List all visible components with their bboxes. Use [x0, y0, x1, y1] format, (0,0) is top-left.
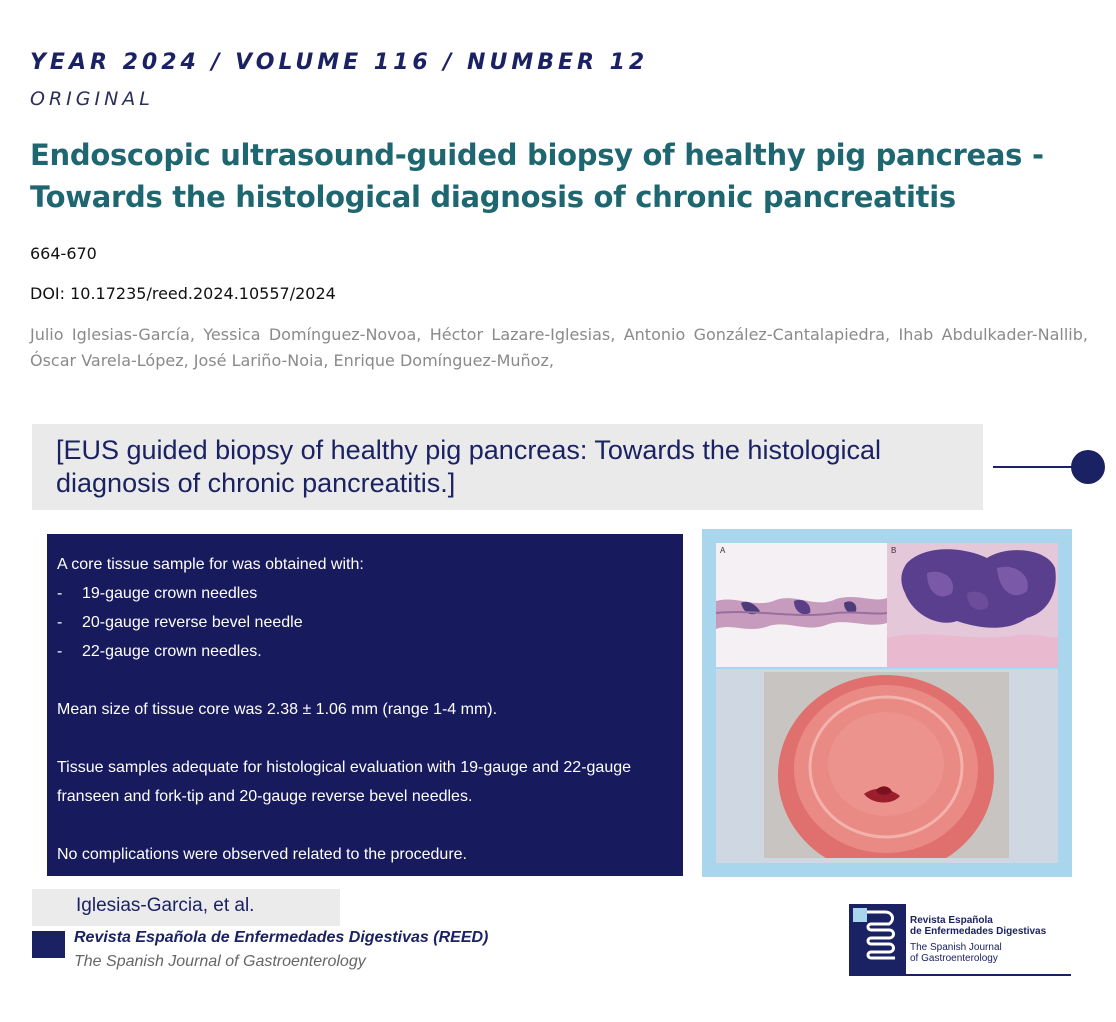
title-connector-line: [993, 466, 1078, 468]
graphical-abstract-title: [EUS guided biopsy of healthy pig pancreas: Towards the histological diagnosis of chronic pancreatitis.]: [56, 435, 882, 498]
pancreatic-lobule-graphic: [887, 543, 1058, 667]
logo-name-line2: de Enfermedades Digestivas: [910, 926, 1047, 937]
adequacy-text: Tissue samples adequate for histological evaluation with 19-gauge and 22-gauge franseen and fork-tip and 20-gauge reverse bevel needles.: [57, 759, 632, 805]
needle-dash: -: [57, 643, 63, 660]
doi-link[interactable]: DOI: 10.17235/reed.2024.10557/2024: [30, 284, 336, 303]
article-title: Endoscopic ultrasound-guided biopsy of healthy pig pancreas - Towards the histological diagnosis of chronic pancreatitis: [30, 138, 1044, 214]
mean-size-text: Mean size of tissue core was 2.38 ± 1.06 mm (range 1-4 mm).: [57, 701, 498, 718]
specimen-photo-area: [716, 669, 1058, 863]
histology-image: [716, 543, 1058, 667]
title-connector-dot: [1071, 450, 1105, 484]
journal-subtitle: The Spanish Journal of Gastroenterology: [74, 953, 366, 970]
journal-logo: [849, 904, 1071, 976]
logo-name-line1: Revista Española: [910, 915, 993, 926]
panel-label-b: B: [891, 546, 897, 555]
needle-dash: -: [57, 585, 63, 602]
issue-line: YEAR 2024 / VOLUME 116 / NUMBER 12: [30, 50, 649, 75]
panel-label-a: A: [720, 546, 726, 555]
logo-mark-icon: [849, 904, 906, 976]
author-credit: Iglesias-Garcia, et al.: [76, 895, 255, 916]
histology-panel-b: [887, 543, 1058, 667]
logo-rule: [849, 974, 1071, 976]
needle-dash: -: [57, 614, 63, 631]
summary-intro: A core tissue sample for was obtained with:: [57, 556, 364, 573]
journal-square-mark: [32, 931, 65, 958]
graphical-abstract-title-box: [32, 424, 983, 510]
summary-text: [57, 550, 667, 869]
petri-dish-graphic: [764, 672, 1009, 858]
journal-name: Revista Española de Enfermedades Digestivas (REED): [74, 929, 489, 946]
histology-panel-a: [716, 543, 887, 667]
summary-panel: [47, 534, 683, 876]
author-list: Julio Iglesias-García, Yessica Domínguez-Novoa, Héctor Lazare-Iglesias, Antonio González-Cantalapiedra, Ihab Abdulkader-Nallib, Óscar Varela-López, José Lariño-Noia, Enrique Domínguez-Muñoz,: [30, 325, 1088, 370]
section-label: ORIGINAL: [30, 88, 154, 110]
needle-item: [57, 579, 667, 608]
needle-text: 20-gauge reverse bevel needle: [82, 614, 303, 631]
logo-journal-subtitle: [910, 942, 1075, 964]
author-credit-box: [32, 889, 340, 926]
complications-text: No complications were observed related to the procedure.: [57, 846, 467, 863]
needle-item: [57, 637, 667, 666]
figure-frame: [702, 529, 1072, 877]
needle-text: 22-gauge crown needles.: [82, 643, 262, 660]
needle-item: [57, 608, 667, 637]
needle-text: 19-gauge crown needles: [82, 585, 258, 602]
specimen-photo: [764, 672, 1009, 858]
logo-sub-line1: The Spanish Journal: [910, 942, 1002, 953]
logo-sub-line2: of Gastroenterology: [910, 953, 998, 964]
page-range: 664-670: [30, 244, 97, 263]
tissue-strip-graphic: [716, 543, 887, 667]
logo-journal-name: [910, 915, 1075, 937]
